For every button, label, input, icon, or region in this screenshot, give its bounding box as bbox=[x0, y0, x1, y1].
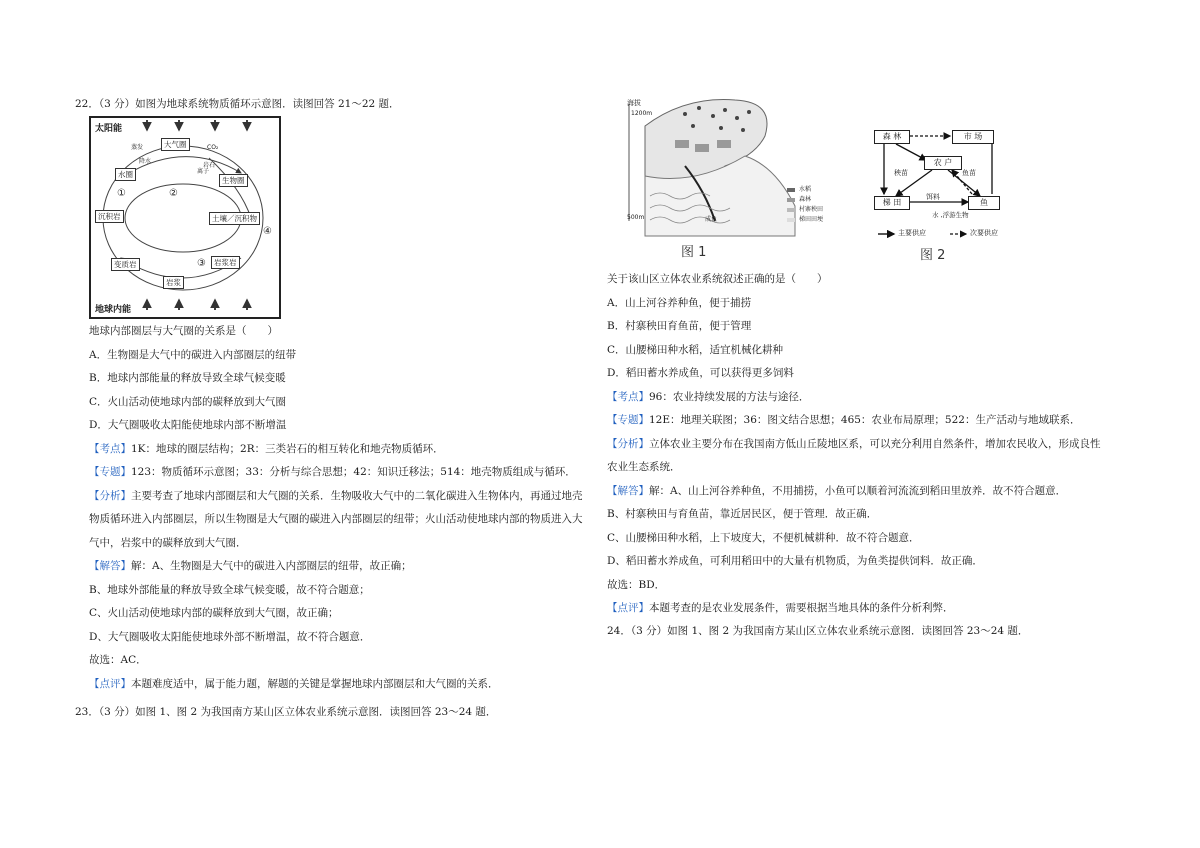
jieda-line-2: B、地球外部能量的释放导致全球气候变暖，故不符合题意； bbox=[89, 583, 370, 596]
fenxi-line-1 bbox=[607, 433, 1101, 457]
jieda-line-1 bbox=[89, 555, 519, 579]
dianping-text: 本题难度适中，属于能力题，解题的关键是掌握地球内部圈层和大气圈的关系． bbox=[131, 677, 499, 690]
zhuanti-line bbox=[607, 409, 1081, 433]
circle-3-label: ③ bbox=[197, 258, 206, 269]
jieda-tag: 【解答】 bbox=[89, 560, 131, 572]
figure-2-caption: 图 2 bbox=[920, 248, 946, 263]
feed-label: 饵料 bbox=[926, 193, 940, 201]
metamorphic-box: 变质岩 bbox=[111, 258, 140, 271]
figure-1-mountain bbox=[625, 96, 835, 261]
evaporation-label: 蒸发 bbox=[131, 144, 144, 151]
legend-minor: 次要供应 bbox=[970, 229, 998, 237]
jieda-line-3: C、山腰梯田种水稻，上下坡度大，不便机械耕种．故不符合题意． bbox=[607, 531, 920, 544]
legend-village: 村寨秧田 bbox=[799, 206, 824, 213]
earth-cycle-diagram bbox=[89, 116, 281, 319]
option-a: A．山上河谷养种鱼，便于捕捞 bbox=[607, 296, 752, 309]
precipitation-label: 降水 bbox=[139, 158, 152, 165]
ion-label: 离子 bbox=[197, 168, 210, 175]
elevation-axis-label: 海拔 bbox=[627, 99, 641, 107]
option-d: D．大气圈吸收太阳能使地球内部不断增温 bbox=[89, 419, 287, 431]
altitude-1200-label: 1200m bbox=[631, 110, 653, 117]
zhuanti-text: 123：物质循环示意图；33：分析与综合思想；42：知识迁移法；514：地壳物质组成与循环． bbox=[131, 466, 576, 478]
dianping-line bbox=[607, 597, 1077, 621]
kaodian-line bbox=[607, 386, 1077, 410]
option-a: A．生物圈是大气中的碳进入内部圈层的纽带 bbox=[89, 348, 297, 361]
igneous-box: 岩浆岩 bbox=[211, 256, 240, 269]
dianping-tag: 【点评】 bbox=[607, 602, 649, 614]
fenxi-line-2: 农业生态系统． bbox=[607, 461, 681, 473]
fenxi-tag: 【分析】 bbox=[89, 489, 131, 502]
circle-1-label: ① bbox=[117, 188, 126, 199]
kaodian-line bbox=[89, 438, 519, 462]
fenxi-line-2: 物质循环进入内部圈层，所以生物圈是大气圈的碳进入内部圈层的纽带；火山活动使地球内部的物质进入大 bbox=[89, 513, 583, 525]
zhuanti-tag: 【专题】 bbox=[89, 466, 131, 478]
fenxi-text-1: 立体农业主要分布在我国南方低山丘陵地区系，可以充分利用自然条件，增加农民收入，形成良性 bbox=[649, 437, 1101, 450]
altitude-500-label: 500m bbox=[627, 214, 645, 221]
fenxi-tag: 【分析】 bbox=[607, 437, 649, 450]
atmosphere-box: 大气圈 bbox=[161, 138, 190, 151]
jieda-text-1: 解：A、山上河谷养种鱼，不用捕捞，小鱼可以顺着河流流到稻田里放养．故不符合题意． bbox=[649, 484, 1067, 497]
question-23-stem: 关于该山区立体农业系统叙述正确的是（ ） bbox=[607, 273, 828, 285]
jieda-line-1 bbox=[607, 480, 1077, 504]
market-box: 市 场 bbox=[952, 130, 994, 144]
answer-line: 故选：AC． bbox=[89, 654, 147, 666]
option-b: B．地球内部能量的释放导致全球气候变暖 bbox=[89, 372, 286, 384]
aquatic-label: 水 ,浮游生物 bbox=[932, 211, 969, 219]
question-22-body bbox=[89, 320, 583, 696]
kaodian-tag: 【考点】 bbox=[607, 390, 649, 403]
zhuanti-text: 12E：地理关联图；36：图文结合思想；465：农业布局原理；522：生产活动与地域联系． bbox=[649, 414, 1081, 426]
option-c: C．山腰梯田种水稻，适宜机械化耕种 bbox=[607, 343, 784, 356]
question-22-stem: 地球内部圈层与大气圈的关系是（ ） bbox=[89, 325, 278, 337]
zhuanti-tag: 【专题】 bbox=[607, 414, 649, 426]
question-23-body bbox=[607, 268, 1101, 621]
question-24-header: 24．（3 分）如图 1、图 2 为我国南方某山区立体农业系统示意图．读图回答 23～24 题． bbox=[607, 625, 1029, 637]
mountain-sketch bbox=[625, 96, 835, 261]
legend-forest: 森林 bbox=[799, 196, 812, 203]
hydrosphere-box: 水圈 bbox=[115, 168, 136, 181]
sediment-rock-box: 沉积岩 bbox=[95, 210, 124, 223]
circle-4-label: ④ bbox=[263, 226, 272, 237]
internal-energy-label: 地球内能 bbox=[95, 305, 132, 315]
fish-label: 成鱼 bbox=[705, 216, 718, 223]
legend-main: 主要供应 bbox=[898, 229, 926, 237]
household-box: 农 户 bbox=[924, 156, 962, 170]
kaodian-text: 1K：地球的圈层结构；2R：三类岩石的相互转化和地壳物质循环． bbox=[131, 442, 444, 455]
rock-note-label: 岩石 bbox=[203, 162, 216, 169]
dianping-text: 本题考查的是农业发展条件，需要根据当地具体的条件分析利弊． bbox=[649, 602, 954, 614]
figure-2-flow bbox=[872, 124, 1022, 264]
fenxi-line-3: 气中，岩浆中的碳释放到大气圈． bbox=[89, 536, 247, 549]
forest-box: 森 林 bbox=[874, 130, 910, 144]
option-c: C．火山活动使地球内部的碳释放到大气圈 bbox=[89, 395, 287, 408]
legend-terrace: 梯田田埂 bbox=[799, 216, 824, 223]
option-d: D．稻田蓄水养成鱼，可以获得更多饲料 bbox=[607, 367, 794, 379]
legend-rice: 水稻 bbox=[799, 186, 812, 193]
fish-box: 鱼 bbox=[968, 196, 1000, 210]
biosphere-box: 生物圈 bbox=[219, 174, 248, 187]
terrace-box: 梯 田 bbox=[874, 196, 910, 210]
kaodian-text: 96：农业持续发展的方法与途径． bbox=[649, 390, 810, 403]
option-b: B．村寨秧田育鱼苗，便于管理 bbox=[607, 320, 752, 332]
circle-2-label: ② bbox=[169, 188, 178, 199]
kaodian-tag: 【考点】 bbox=[89, 442, 131, 455]
jieda-text-1: 解：A、生物圈是大气中的碳进入内部圈层的纽带，故正确； bbox=[131, 560, 412, 572]
fenxi-line-1 bbox=[89, 485, 583, 509]
jieda-line-3: C、火山活动使地球内部的碳释放到大气圈，故正确； bbox=[89, 607, 339, 619]
figure-1-caption: 图 1 bbox=[681, 245, 707, 260]
solar-energy-label: 太阳能 bbox=[95, 124, 123, 134]
jieda-line-4: D、大气圈吸收太阳能使地球外部不断增温，故不符合题意． bbox=[89, 630, 371, 643]
question-23-header: 23．（3 分）如图 1、图 2 为我国南方某山区立体农业系统示意图．读图回答 23～24 题． bbox=[75, 706, 497, 718]
dianping-line bbox=[89, 673, 519, 697]
magma-box: 岩浆 bbox=[163, 276, 184, 289]
zhuanti-line bbox=[89, 461, 576, 485]
jieda-line-4: D、稻田蓄水养成鱼，可利用稻田中的大量有机物质，为鱼类提供饲料．故正确． bbox=[607, 555, 983, 567]
jieda-tag: 【解答】 bbox=[607, 484, 649, 497]
fenxi-text-1: 主要考查了地球内部圈层和大气圈的关系．生物吸收大气中的二氧化碳进入生物体内，再通过地壳 bbox=[131, 489, 583, 502]
dianping-tag: 【点评】 bbox=[89, 677, 131, 690]
co2-label: CO₂ bbox=[207, 144, 219, 151]
question-22-header: 22．（3 分）如图为地球系统物质循环示意图．读图回答 21～22 题． bbox=[75, 98, 400, 110]
answer-line: 故选：BD． bbox=[607, 578, 666, 591]
seedling-label: 秧苗 bbox=[894, 169, 908, 177]
soil-box: 土壤／沉积物 bbox=[209, 212, 260, 225]
jieda-line-2: B、村寨秧田与育鱼苗，靠近居民区，便于管理．故正确． bbox=[607, 508, 878, 520]
fry-label: 鱼苗 bbox=[962, 169, 976, 177]
